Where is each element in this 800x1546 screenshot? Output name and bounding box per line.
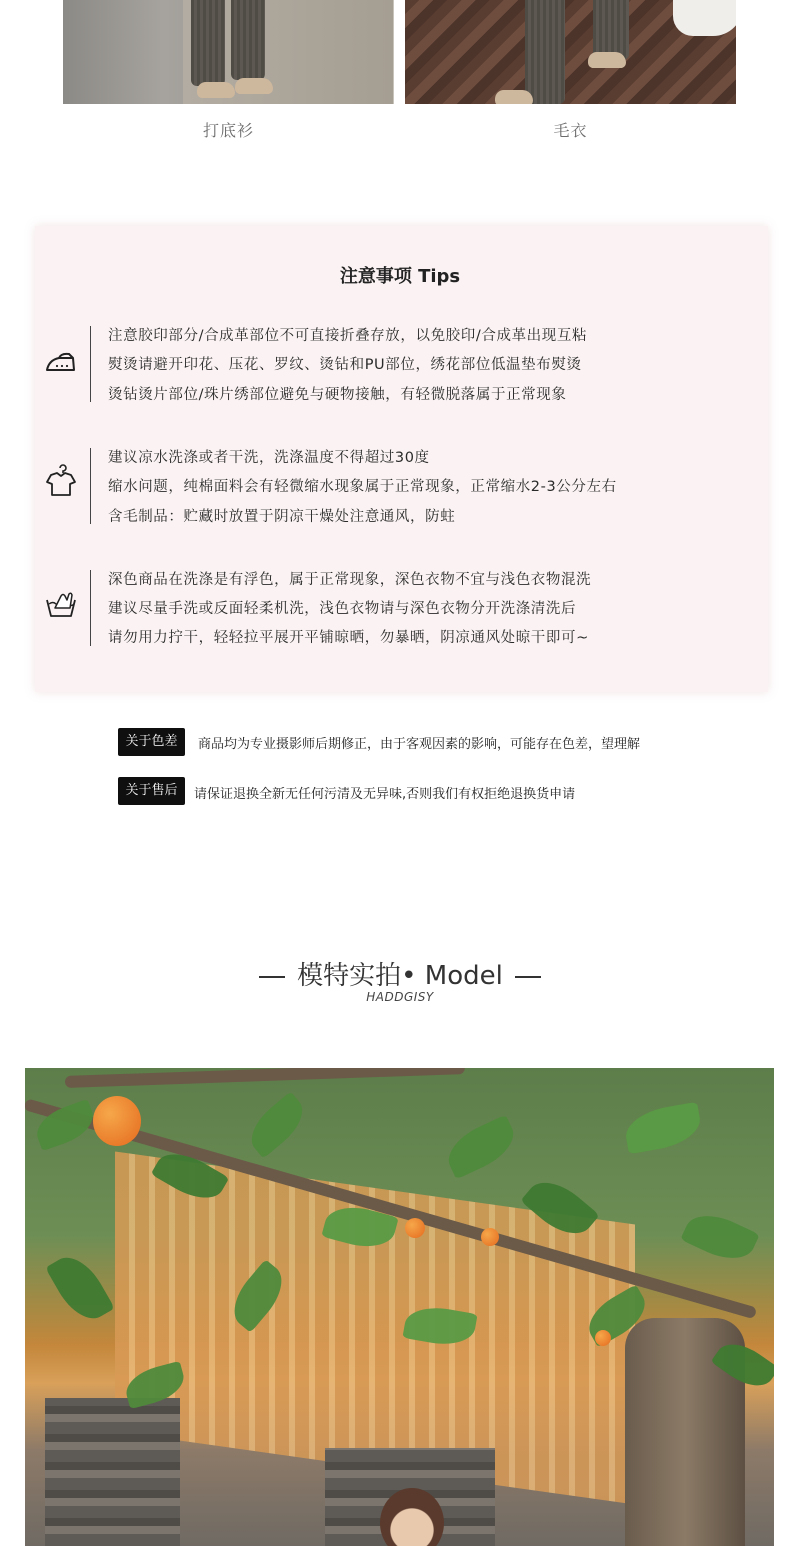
- care-tip-line: 请勿用力拧干，轻轻拉平展开平铺晾晒，勿暴晒，阴凉通风处晾干即可~: [108, 630, 589, 646]
- care-tips-title: 注意事项 Tips: [339, 266, 461, 287]
- shoe: [495, 90, 533, 104]
- white-dress: [673, 0, 736, 36]
- leaf: [622, 1102, 704, 1155]
- orange-fruit: [595, 1330, 611, 1346]
- model-photo: [25, 1068, 774, 1546]
- shoe: [197, 82, 235, 98]
- trouser-leg: [525, 0, 565, 104]
- care-tip-line: 建议凉水洗涤或者干洗，洗涤温度不得超过30度: [108, 450, 430, 466]
- iron-icon: [43, 344, 79, 380]
- styling-photo-sweater: [405, 0, 736, 104]
- care-tip-line: 含毛制品：贮藏时放置于阴凉干燥处注意通风，防蛀: [108, 509, 456, 525]
- leaf: [242, 1091, 313, 1158]
- color-difference-note: 商品均为专业摄影师后期修正，由于客观因素的影响，可能存在色差，望理解: [198, 737, 641, 752]
- styling-caption: 毛衣: [553, 121, 588, 140]
- leaf: [440, 1115, 521, 1180]
- model-section-title: [0, 955, 800, 992]
- shirt-hanger-icon: [43, 464, 79, 500]
- trouser-leg: [231, 0, 265, 80]
- title-dash: [515, 976, 541, 978]
- care-tip-line: 建议尽量手洗或反面轻柔机洗，浅色衣物请与深色衣物分开洗涤清洗后: [108, 601, 577, 617]
- trouser-leg: [191, 0, 225, 86]
- orange-fruit: [93, 1096, 141, 1146]
- tree-branch: [65, 1068, 465, 1088]
- brand-subtitle: HADDGISY: [366, 990, 434, 1004]
- after-sales-note: 请保证退换全新无任何污清及无异味,否则我们有权拒绝退换货申请: [194, 787, 576, 802]
- color-difference-badge: 关于色差: [118, 728, 185, 756]
- styling-photo-base-layer: [63, 0, 394, 104]
- care-tip-line: 缩水问题，纯棉面料会有轻微缩水现象属于正常现象，正常缩水2-3公分左右: [108, 479, 617, 495]
- title-dash: [259, 976, 285, 978]
- care-tip-line: 深色商品在洗涤是有浮色，属于正常现象，深色衣物不宜与浅色衣物混洗: [108, 572, 592, 588]
- orange-fruit: [481, 1228, 499, 1246]
- care-tip-line: 注意胶印部分/合成革部位不可直接折叠存放，以免胶印/合成革出现互粘: [108, 328, 588, 344]
- hand-wash-icon: [43, 586, 79, 622]
- orange-fruit: [405, 1218, 425, 1238]
- leaf: [45, 1248, 115, 1329]
- divider-rule: [90, 570, 91, 646]
- divider-rule: [90, 448, 91, 524]
- care-tip-line: 熨烫请避开印花、压花、罗纹、烫钻和PU部位，绣花部位低温垫布熨烫: [108, 357, 582, 373]
- stone-pillar: [45, 1398, 180, 1546]
- trouser-leg: [593, 0, 629, 60]
- after-sales-badge: 关于售后: [118, 777, 185, 805]
- divider-rule: [90, 326, 91, 402]
- shoe: [588, 52, 626, 68]
- shoe: [235, 78, 273, 94]
- leaf: [680, 1205, 760, 1269]
- care-tip-line: 烫钻烫片部位/珠片绣部位避免与硬物接触，有轻微脱落属于正常现象: [108, 387, 567, 403]
- styling-caption: 打底衫: [202, 121, 254, 140]
- model-title-text: 模特实拍• Model: [297, 961, 503, 991]
